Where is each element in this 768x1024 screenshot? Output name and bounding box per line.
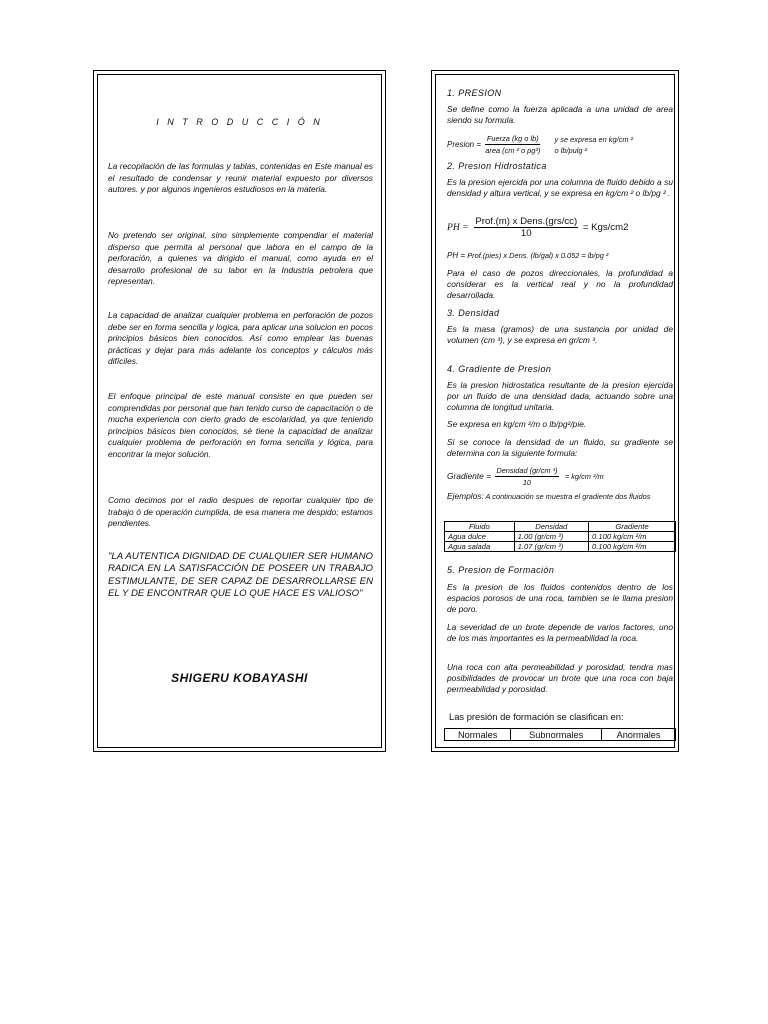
- ph-denominator: 10: [520, 228, 532, 240]
- presion-formula-lhs: Presion =: [447, 139, 482, 149]
- presion-formula: [447, 133, 673, 156]
- table-cell-normales: Normales: [445, 729, 511, 741]
- ph-formula-imperial: [447, 250, 673, 261]
- section-hidrostatica-title: 2. Presion Hidrostatica: [447, 161, 547, 171]
- section-densidad-title: 3. Densidad: [447, 308, 500, 318]
- table-cell-anormales: Anormales: [602, 729, 676, 741]
- section-presion-definition: Se define como la fuerza aplicada a una unidad de area siendo su formula.: [447, 104, 673, 126]
- gradient-examples-table: [444, 521, 676, 552]
- gradiente-formula-rhs: = kg/cm ²/m: [564, 472, 604, 482]
- section-hidrostatica-definition: Es la presion ejercida por una columna de fluido debido a su densidad y altura vertical, y se expresa en kg/cm ² o lb/pg ² .: [447, 177, 673, 199]
- ph-formula: [447, 216, 673, 239]
- gradiente-numerator: Densidad (gr/cm ³): [495, 465, 558, 477]
- table-row: [445, 532, 676, 542]
- gradiente-formula-lhs: Gradiente =: [447, 470, 491, 481]
- intro-paragraph-2: No pretendo ser original, sino simplemente compendiar el material disperso que permita al personal que labora en el campo de la perforación, a quienes va dirigido el manual, como ayuda en el desarrollo profesional de su labor en la Industria petrolera que representan.: [108, 230, 373, 287]
- ph-numerator: Prof.(m) x Dens.(grs/cc): [475, 216, 578, 227]
- formation-pressure-table: [444, 728, 676, 741]
- intro-paragraph-5: Como decimos por el radio despues de reportar cualquier tipo de trabajo ó de operación cumplida, de esa manera me despido; estamos pendientes.: [108, 495, 373, 529]
- ph-formula-lhs: PH =: [447, 222, 469, 234]
- presion-units-line1: y se expresa en kg/cm ²: [554, 134, 634, 144]
- table-cell: 1.00 (gr/cm ³): [514, 532, 588, 542]
- section-presion-title: 1. PRESION: [447, 88, 502, 98]
- intro-paragraph-3: La capacidad de analizar cualquier problema en perforación de pozos debe ser en forma sencilla y logica, para aplicar una solucion en pocos principios básicos bien conocidos. Así como emplear las buenas prácticas y dejar para más adelante los conceptos y cálculos más difíciles.: [108, 310, 373, 367]
- gradiente-examples: [447, 491, 673, 502]
- section-gradiente-definition: Es la presion hidrostatica resultante de la presion ejercida por un fluido de una densidad dada, actuando sobre una columna de longitud unitaria.: [447, 380, 673, 413]
- table-header-row: [445, 522, 676, 532]
- formulas-panel: [431, 70, 679, 752]
- ph-imperial-rhs: Prof.(pies) x Dens. (lb/gal) x 0.052 = lb/pg ²: [467, 251, 609, 260]
- gradiente-denominator: 10: [522, 478, 532, 488]
- table-cell: 1.07 (gr/cm ³): [514, 542, 588, 552]
- gradiente-units: Se expresa en kg/cm ²/m o lb/pg²/pie.: [447, 419, 587, 429]
- table-header: Fluido: [445, 522, 515, 532]
- directional-wells-note: Para el caso de pozos direccionales, la profundidad a considerar es la vertical real y no la profundidad desarrollada.: [447, 268, 673, 301]
- intro-paragraph-1: La recopilación de las formulas y tablas, contenidas en Este manual es el resultado de condensar y reunir material expuesto por diversos autores. y por algunos ingenieros estudiosos en la materia.: [108, 161, 373, 195]
- table-header: Gradiente: [589, 522, 676, 532]
- presion-numerator: Fuerza (kg o lb): [485, 133, 540, 145]
- brote-severity-paragraph: La severidad de un brote depende de varios factores, uno de los mas importantes es la permeabilidad la roca.: [447, 622, 673, 644]
- formation-classification-intro: Las presión de formación se clasifican en:: [449, 711, 624, 722]
- table-cell: Agua dulce: [445, 532, 515, 542]
- section-densidad-definition: Es la masa (gramos) de una sustancia por unidad de volumen (cm ³), y se expresa en gr/cm ³.: [447, 324, 673, 346]
- table-cell: Agua salada: [445, 542, 515, 552]
- examples-label: Ejemplos:: [447, 491, 484, 501]
- ph-formula-rhs: = Kgs/cm2: [582, 222, 629, 234]
- section-formacion-title: 5. Presion de Formación: [447, 565, 555, 575]
- examples-text: A continuación se muestra el gradiente dos fluidos: [483, 492, 651, 501]
- table-cell: 0.100 kg/cm ²/m: [589, 542, 676, 552]
- table-row: [445, 542, 676, 552]
- permeability-paragraph: Una roca con alta permeabilidad y porosidad, tendra mas posibilidades de provocar un brote que una roca con baja permeabilidad y porosidad.: [447, 662, 673, 695]
- table-cell: 0.100 kg/cm ²/m: [589, 532, 676, 542]
- intro-paragraph-4: El enfoque principal de este manual consiste en que pueden ser comprendidas por personal que han tenido curso de capacitación o de mucha experiencia con cierto grado de escolaridad, ya que teniendo principios básicos bien conocidos, sé tiene la capacidad de analizar cualquier problema de perforación en forma sencilla y lógica, para encontrar la mejor solución.: [108, 391, 373, 459]
- introduction-panel-inner-border: [97, 74, 382, 748]
- table-cell-subnormales: Subnormales: [511, 729, 602, 741]
- ph-imperial-lhs: PH =: [447, 251, 468, 260]
- table-header: Densidad: [514, 522, 588, 532]
- presion-denominator: area (cm ² o pg²): [485, 146, 541, 156]
- formulas-panel-inner-border: [435, 74, 675, 748]
- gradiente-intro: Si se conoce la densidad de un fluido, su gradiente se determina con la siguiente formula:: [447, 437, 673, 459]
- table-row: [445, 729, 676, 741]
- gradiente-formula: [447, 465, 673, 488]
- author-name: SHIGERU KOBAYASHI: [171, 671, 308, 685]
- gradiente-fraction: [495, 465, 558, 488]
- presion-fraction: [485, 133, 540, 156]
- section-gradiente-title: 4. Gradiente de Presion: [447, 364, 552, 374]
- ph-fraction: [474, 216, 578, 239]
- intro-quote: "LA AUTENTICA DIGNIDAD DE CUALQUIER SER HUMANO RADICA EN LA SATISFACCIÓN DE POSEER UN TRABAJO ESTIMULANTE, DE SER CAPAZ DE DESARROLLARSE EN EL Y DE ENCONTRAR QUE LO QUE HACE ES VALIOSO": [108, 551, 373, 600]
- presion-units-line2: o lb/pulg ²: [554, 145, 588, 155]
- introduction-panel: [93, 70, 386, 752]
- introduction-title: I N T R O D U C C I Ó N: [156, 117, 323, 127]
- section-formacion-definition: Es la presion de los fluidos contenidos dentro de los espacios porosos de una roca, tambien se le llama presion de poro.: [447, 582, 673, 615]
- presion-units: [555, 134, 633, 156]
